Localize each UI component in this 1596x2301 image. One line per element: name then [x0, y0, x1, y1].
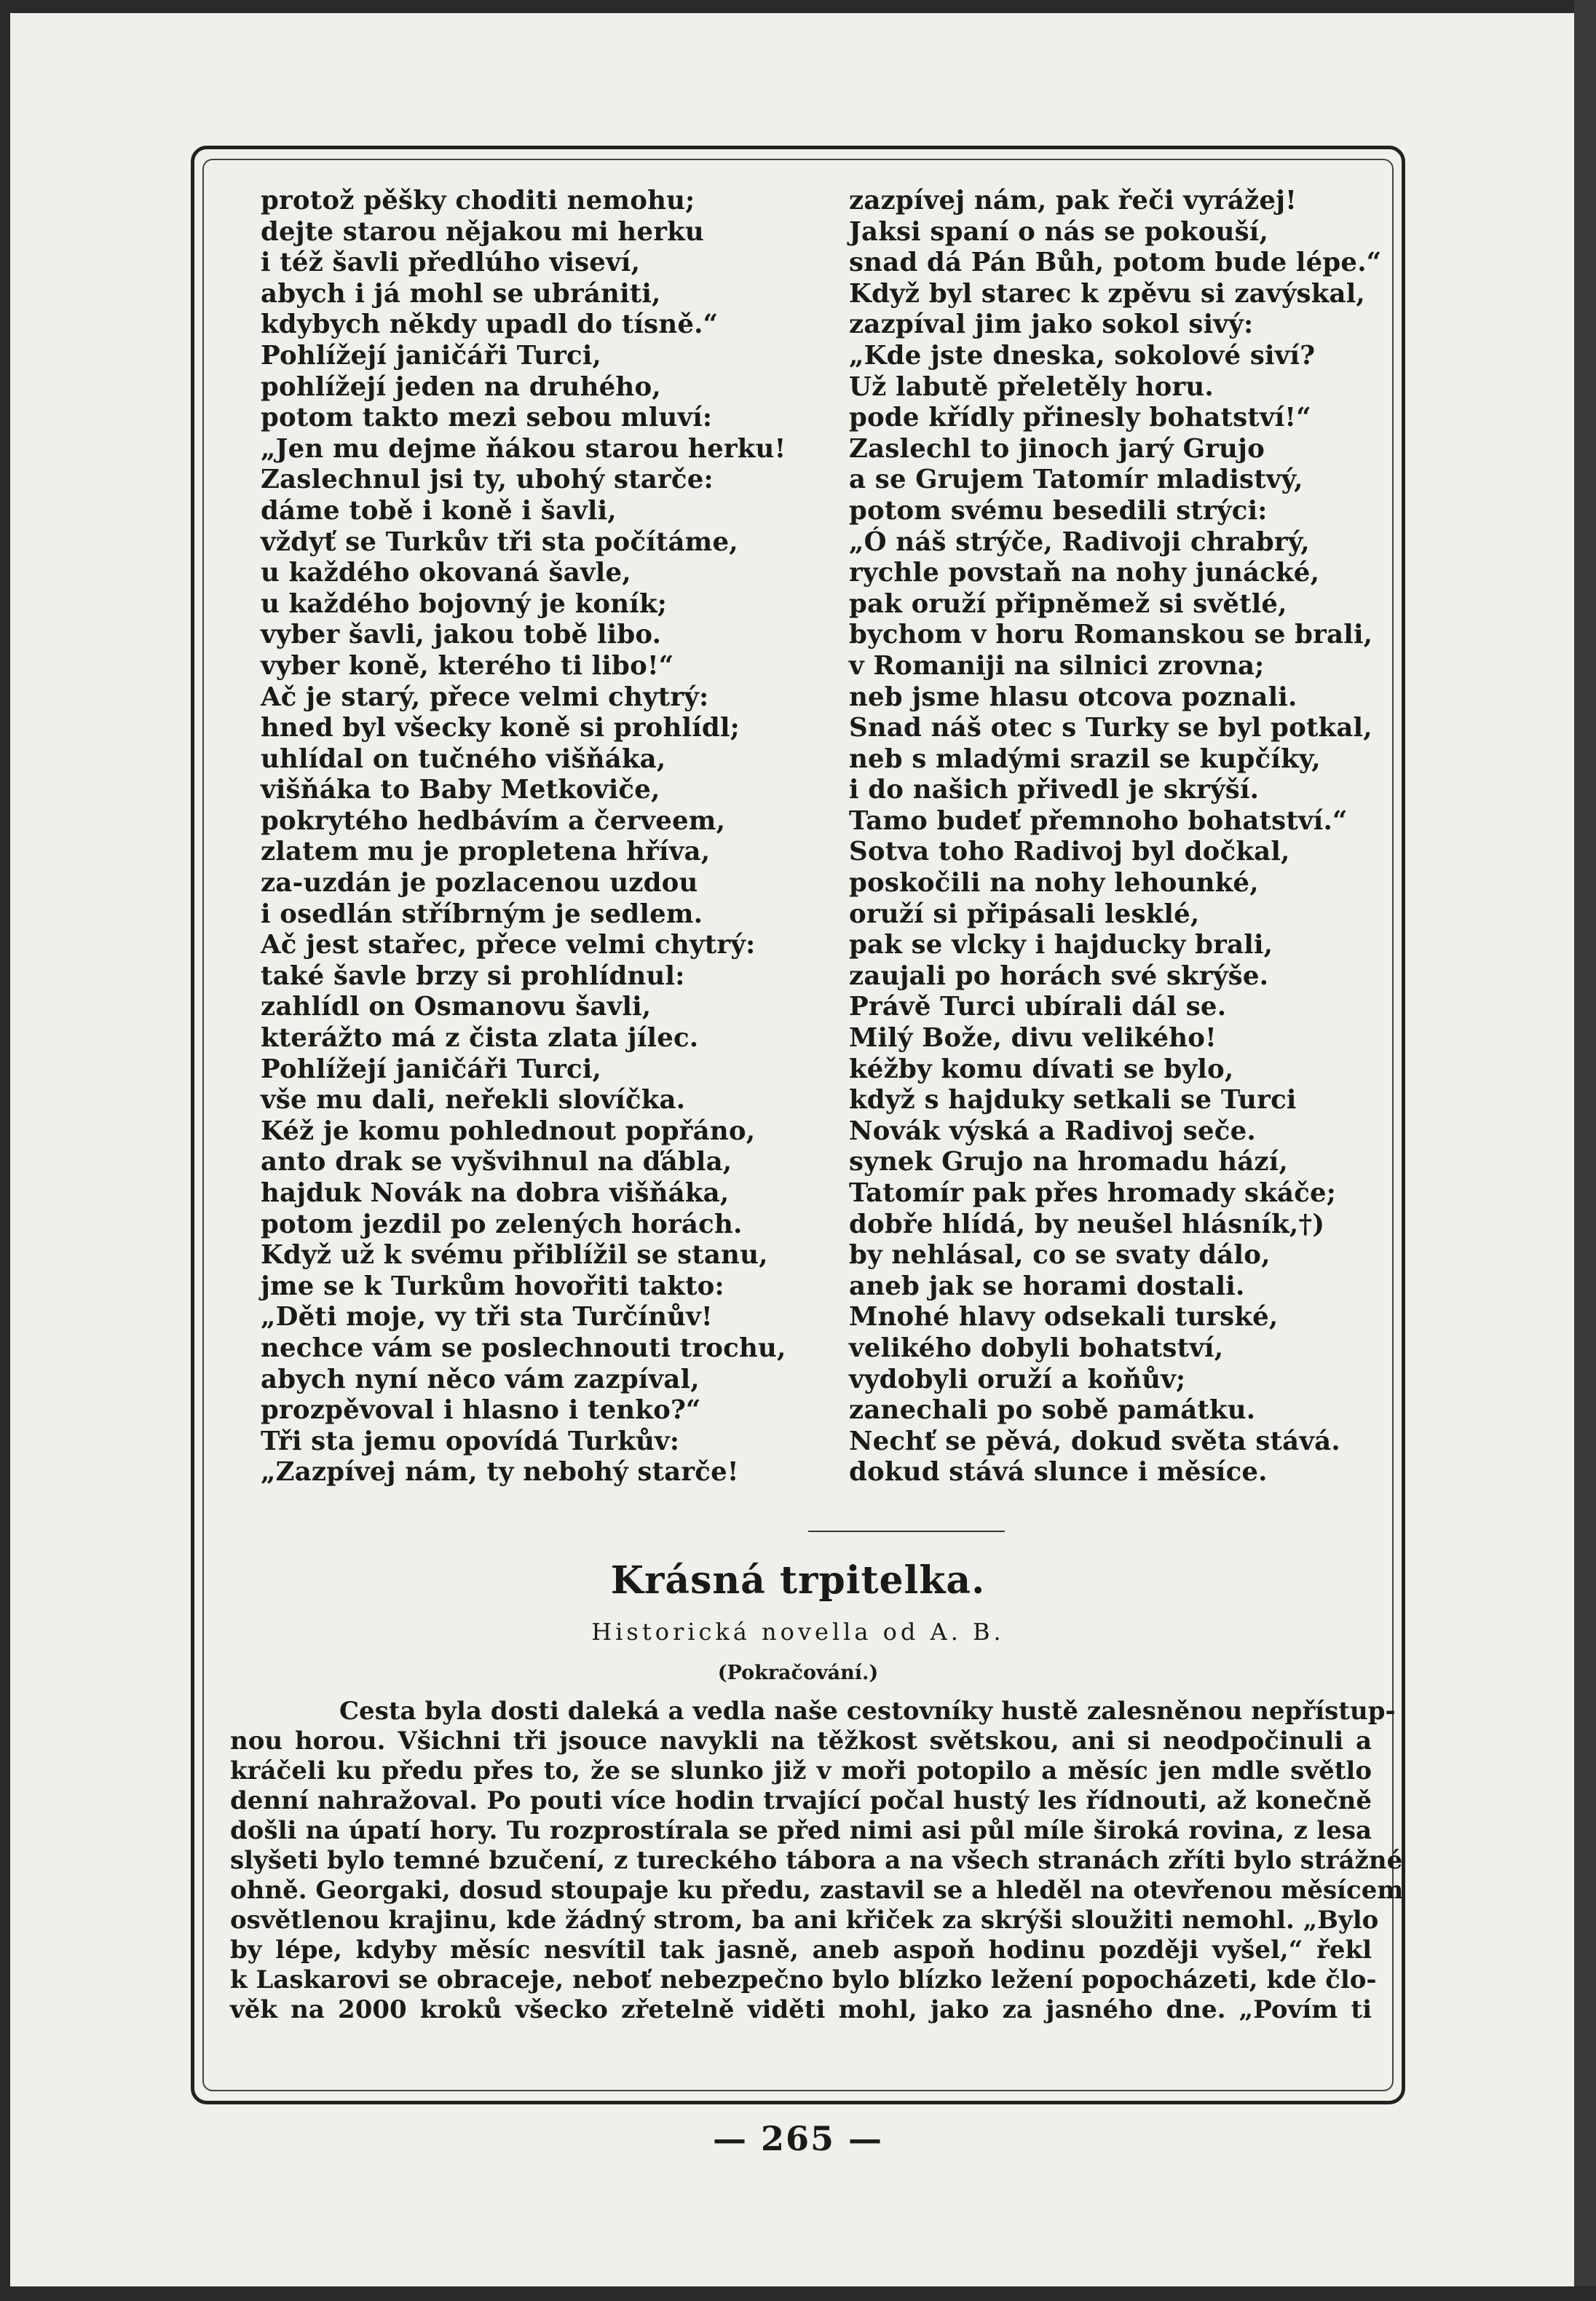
poem-line: Novák výská a Radivoj seče.	[849, 1116, 1256, 1146]
poem-line: abych i já mohl se ubrániti,	[261, 278, 661, 309]
poem-line: u každého bojovný je koník;	[261, 588, 668, 619]
prose-line: slyšeti bylo temné bzučení, z tureckého tábora a na všech stranách zříti bylo strážné	[230, 1846, 1403, 1875]
poem-line: Ač jest stařec, přece velmi chytrý:	[261, 930, 756, 960]
story-body	[230, 1697, 1404, 2025]
poem-line: Tamo budeť přemnoho bohatství.“	[849, 805, 1348, 836]
poem-line: „Jen mu dejme ňákou starou herku!	[261, 433, 786, 464]
poem-line: Ač je starý, přece velmi chytrý:	[261, 682, 709, 712]
prose-line: věk na 2000 kroků všecko zřetelně viděti mohl, jako za jasného dne. „Povím ti	[230, 1995, 1372, 2024]
section-divider	[808, 1531, 1005, 1532]
prose-line: denní nahražoval. Po pouti více hodin trvající počal hustý les řídnouti, až konečně	[230, 1786, 1372, 1815]
poem-line: vyber šavli, jakou tobě libo.	[261, 620, 662, 650]
poem-line: pak se vlcky i hajducky brali,	[849, 930, 1273, 960]
poem-line: jme se k Turkům hovořiti takto:	[261, 1271, 724, 1301]
poem-line: prozpěvoval i hlasno i tenko?“	[261, 1395, 701, 1426]
poem-line: Když už k svému přiblížil se stanu,	[261, 1240, 768, 1271]
poem-line: potom jezdil po zelených horách.	[261, 1209, 743, 1239]
prose-line: došli na úpatí hory. Tu rozprostírala se před nimi asi půl míle široká rovina, z lesa	[230, 1816, 1372, 1845]
prose-line: by lépe, kdyby měsíc nesvítil tak jasně, aneb aspoň hodinu později vyšel,“ řekl	[230, 1935, 1372, 1965]
poem-line: Jaksi spaní o nás se pokouší,	[849, 216, 1269, 247]
prose-line: kráčeli ku předu přes to, že se slunko již v moři potopilo a měsíc jen mdle světlo	[230, 1756, 1372, 1785]
poem-line: synek Grujo na hromadu hází,	[849, 1147, 1289, 1177]
poem-line: kterážto má z čista zlata jílec.	[261, 1023, 699, 1054]
poem-line: oruží si připásali lesklé,	[849, 899, 1200, 929]
poem-line: dáme tobě i koně i šavli,	[261, 495, 617, 526]
poem-line: uhlídal on tučného višňáka,	[261, 743, 666, 774]
poem-line: pode křídly přinesly bohatství!“	[849, 403, 1311, 433]
scan-edge-left	[0, 0, 10, 2301]
poem-line: poskočili na nohy lehounké,	[849, 868, 1259, 899]
poem-line: dejte starou nějakou mi herku	[261, 216, 704, 247]
poem-line: i do našich přivedl je skrýší.	[849, 775, 1260, 805]
poem-line: „Ó náš strýče, Radivoji chrabrý,	[849, 526, 1310, 557]
poem-line: Nechť se pěvá, dokud světa stává.	[849, 1426, 1340, 1456]
prose-line: k Laskarovi se obraceje, neboť nebezpečno bylo blízko ležení popocházeti, kde člo-	[230, 1965, 1377, 1994]
poem-line: potom takto mezi sebou mluví:	[261, 403, 713, 433]
story-subtitle: Historická novella od A. B.	[591, 1618, 1005, 1646]
poem-line: „Kde jste dneska, sokolové siví?	[849, 340, 1316, 371]
poem-line: dobře hlídá, by neušel hlásník,†)	[849, 1209, 1325, 1239]
poem-line: Sotva toho Radivoj byl dočkal,	[849, 837, 1290, 867]
poem-line: hajduk Novák na dobra višňáka,	[261, 1178, 730, 1208]
poem-line: „Zazpívej nám, ty nebohý starče!	[261, 1457, 739, 1488]
poem-line: vše mu dali, neřekli slovíčka.	[261, 1085, 686, 1116]
continued-note: (Pokračování.)	[717, 1662, 879, 1684]
poem-line: hned byl všecky koně si prohlídl;	[261, 713, 740, 743]
prose-line: Cesta byla dosti daleká a vedla naše cestovníky hustě zalesněnou nepřístup-	[339, 1697, 1396, 1726]
poem-left-column	[261, 186, 829, 1488]
poem-line: i též šavli předlúho viseví,	[261, 248, 641, 278]
poem-line: Snad náš otec s Turky se byl potkal,	[849, 713, 1372, 743]
poem-line: a se Grujem Tatomír mladistvý,	[849, 465, 1303, 495]
poem-line: višňáka to Baby Metkoviče,	[261, 775, 660, 805]
poem-line: Pohlížejí janičáři Turci,	[261, 340, 602, 371]
poem-line: rychle povstaň na nohy junácké,	[849, 558, 1320, 588]
poem-line: zaujali po horách své skrýše.	[849, 960, 1269, 991]
poem-line: Milý Bože, divu velikého!	[849, 1023, 1217, 1054]
poem-line: Kéž je komu pohlednout popřáno,	[261, 1116, 756, 1146]
poem-line: bychom v horu Romanskou se brali,	[849, 620, 1373, 650]
poem-line: Pohlížejí janičáři Turci,	[261, 1054, 602, 1084]
scan-edge-bottom	[0, 2286, 1596, 2301]
poem-line: potom svému besedili strýci:	[849, 495, 1268, 526]
poem-line: zanechali po sobě památku.	[849, 1395, 1256, 1426]
prose-line: ohně. Georgaki, dosud stoupaje ku předu, zastavil se a hleděl na otevřenou měsícem	[230, 1876, 1404, 1905]
poem-line: i osedlán stříbrným je sedlem.	[261, 899, 703, 929]
poem-line: pak oruží připněmež si světlé,	[849, 588, 1287, 619]
poem-line: Zaslechnul jsi ty, ubohý starče:	[261, 465, 714, 495]
poem-line: Mnohé hlavy odsekali turské,	[849, 1302, 1279, 1333]
poem-right-column	[849, 186, 1382, 1488]
poem-line: neb jsme hlasu otcova poznali.	[849, 682, 1297, 712]
poem-line: vždyť se Turkův tři sta počítáme,	[261, 526, 738, 557]
poem-line: aneb jak se horami dostali.	[849, 1271, 1245, 1301]
poem-line: snad dá Pán Bůh, potom bude lépe.“	[849, 248, 1382, 278]
poem-line: Tatomír pak přes hromady skáče;	[849, 1178, 1337, 1208]
poem-line: když s hajduky setkali se Turci	[849, 1085, 1297, 1116]
poem-line: dokud stává slunce i měsíce.	[849, 1457, 1268, 1488]
poem-line: v Romaniji na silnici zrovna;	[849, 650, 1265, 681]
story-title: Krásná trpitelka.	[610, 1558, 986, 1603]
poem-line: Zaslechl to jinoch jarý Grujo	[849, 433, 1265, 464]
poem-line: anto drak se vyšvihnul na ďábla,	[261, 1147, 732, 1177]
poem-line: neb s mladými srazil se kupčíky,	[849, 743, 1321, 774]
poem-line: vydobyli oruží a koňův;	[849, 1364, 1186, 1394]
poem-line: zlatem mu je propletena hříva,	[261, 837, 711, 867]
poem-line: velikého dobyli bohatství,	[849, 1333, 1224, 1363]
poem-line: pohlížejí jeden na druhého,	[261, 371, 661, 402]
poem-line: nechce vám se poslechnouti trochu,	[261, 1333, 786, 1363]
poem-line: zazpíval jim jako sokol sivý:	[849, 309, 1254, 340]
scan-edge-top	[0, 0, 1596, 13]
poem-line: kdybych někdy upadl do tísně.“	[261, 309, 719, 340]
poem-line: „Děti moje, vy tři sta Turčínův!	[261, 1302, 713, 1333]
poem-line: vyber koně, kterého ti libo!“	[261, 650, 674, 681]
poem-line: Už labutě přeletěly horu.	[849, 371, 1214, 402]
poem-line: zahlídl on Osmanovu šavli,	[261, 992, 652, 1022]
prose-line: osvětlenou krajinu, kde žádný strom, ba ani křiček za skrýši sloužiti nemohl. „Bylo	[230, 1906, 1379, 1935]
poem-line: Tři sta jemu opovídá Turkův:	[261, 1426, 680, 1456]
poem-line: abych nyní něco vám zazpíval,	[261, 1364, 700, 1394]
poem-line: Právě Turci ubírali dál se.	[849, 992, 1227, 1022]
poem-line: protož pěšky choditi nemohu;	[261, 186, 695, 216]
poem-line: za-uzdán je pozlacenou uzdou	[261, 868, 698, 899]
poem-line: také šavle brzy si prohlídnul:	[261, 960, 685, 991]
poem-line: pokrytého hedbávím a červeem,	[261, 805, 726, 836]
poem-line: by nehlásal, co se svaty dálo,	[849, 1240, 1271, 1271]
poem-line: kéžby komu dívati se bylo,	[849, 1054, 1234, 1084]
scan-edge-right	[1574, 0, 1596, 2301]
poem-line: u každého okovaná šavle,	[261, 558, 631, 588]
poem-line: Když byl starec k zpěvu si zavýskal,	[849, 278, 1365, 309]
poem-line: zazpívej nám, pak řeči vyrážej!	[849, 186, 1297, 216]
prose-line: nou horou. Všichni tři jsouce navykli na těžkost světskou, ani si neodpočinuli a	[230, 1726, 1372, 1756]
page-number: — 265 —	[712, 2119, 884, 2158]
